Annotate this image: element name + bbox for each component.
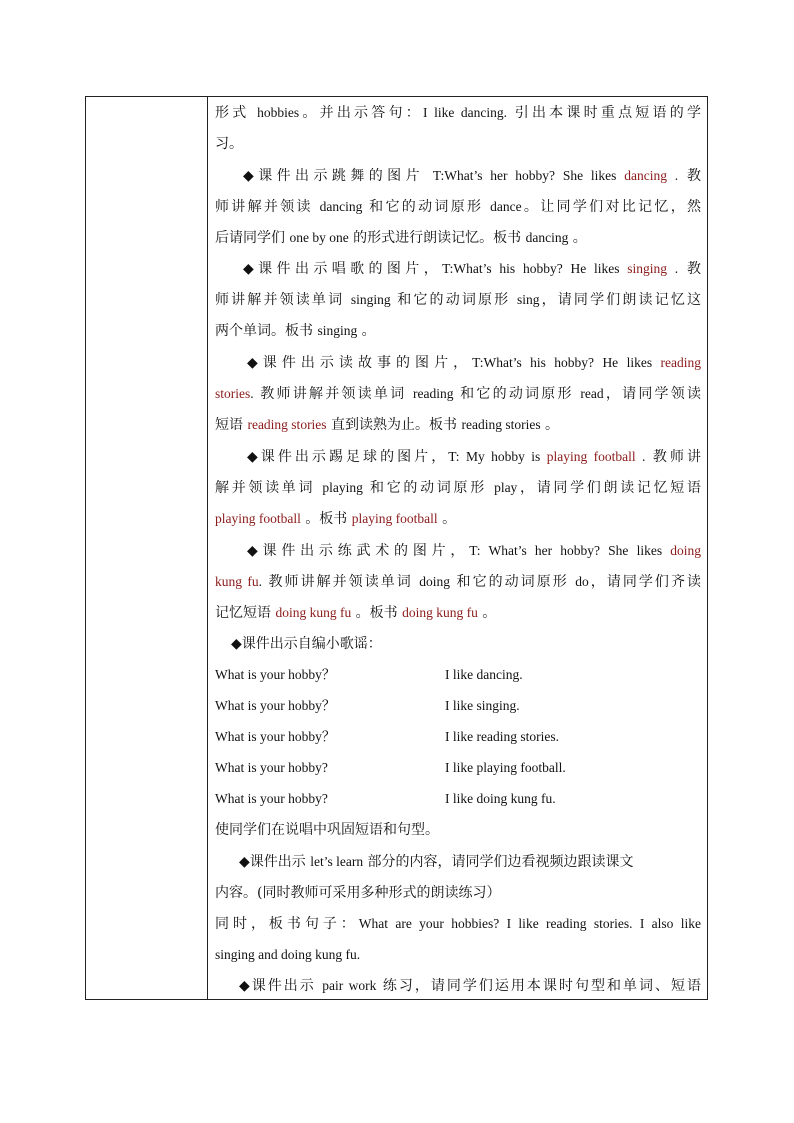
text-run: 。板书 [351, 605, 403, 621]
text-run: ◆课件出示自编小歌谣： [231, 636, 382, 652]
text-run: ，请同学们朗读记忆这 [539, 292, 702, 308]
text-run: 。并出示答句： [299, 105, 423, 121]
text-run: 师讲解并领读 [215, 199, 320, 215]
text-line [215, 478, 701, 498]
chant-question: What is your hobby? [215, 760, 328, 775]
text-run: ◆课件出示读故事的图片， [247, 355, 473, 371]
text-run: 教师讲 [645, 449, 701, 465]
text-line [215, 415, 701, 435]
text-run: 师讲解并领读单词 [215, 292, 351, 308]
text-run: let’s learn [310, 854, 364, 869]
text-line [215, 290, 701, 310]
text-run: 短语 [215, 417, 248, 433]
text-run: do [575, 574, 589, 589]
highlighted-phrase: doing [662, 543, 701, 558]
highlighted-phrase: stories [215, 386, 251, 401]
chant-answer: I like reading stories. [445, 729, 559, 744]
text-run: 同时，板书句子： [215, 916, 359, 932]
text-run: 和它的动词原形 [450, 574, 576, 590]
text-run: 教师讲解并领读单词 [262, 574, 420, 590]
text-run: 使同学们在说唱中巩固短语和句型。 [215, 822, 439, 838]
text-run: 解并领读单词 [215, 480, 323, 496]
text-run: sing [516, 292, 540, 307]
text-line [215, 883, 701, 903]
text-run: 和它的动词原形 [362, 480, 495, 496]
text-run: 。 [540, 417, 560, 433]
text-run: 。 [568, 230, 587, 246]
text-line [215, 103, 701, 123]
text-line [215, 353, 701, 373]
text-run: singing [317, 323, 358, 338]
chant-question: What is your hobby？ [215, 667, 336, 682]
text-run: 。 [437, 511, 457, 527]
text-line [215, 820, 701, 840]
text-run: singing and doing kung fu. [215, 947, 361, 962]
highlighted-phrase: reading [652, 355, 701, 370]
chant-answer: I like doing kung fu. [445, 791, 556, 806]
highlighted-phrase: singing [619, 261, 667, 276]
text-run: ◆课件出示练武术的图片， [247, 543, 470, 559]
text-run: 习。 [215, 136, 243, 152]
text-run: hobbies [257, 105, 300, 120]
text-run: 记忆短语 [215, 605, 276, 621]
text-line [215, 321, 701, 341]
text-run: 练习，请同学们运用本课时句型和单词、短语 [376, 978, 702, 994]
chant-line [215, 789, 701, 809]
text-line [215, 384, 701, 404]
text-run: 教 [678, 168, 702, 184]
text-run: 教 [678, 261, 701, 277]
text-run: 。让同学们对比记忆，然 [521, 199, 702, 215]
text-run: . [667, 261, 679, 276]
text-line [215, 914, 701, 934]
text-run: reading stories [461, 417, 541, 432]
text-run: ◆课件出示跳舞的图片 [243, 168, 433, 184]
text-run: 教师讲解并领读单词 [253, 386, 413, 402]
text-run: T: What’s her hobby? She likes [469, 543, 663, 558]
text-run: T: My hobby is [448, 449, 541, 464]
text-line [215, 197, 701, 217]
text-run: . [666, 168, 679, 183]
text-run: . [250, 386, 254, 401]
highlighted-phrase: doing kung fu [402, 605, 478, 620]
chant-question: What is your hobby? [215, 791, 328, 806]
text-line [215, 166, 701, 186]
text-run: 形式 [215, 105, 258, 121]
text-line [215, 509, 701, 529]
text-run: T:What’s his hobby? He likes [472, 355, 653, 370]
highlighted-phrase: dancing [616, 168, 667, 183]
text-run: one by one [289, 230, 349, 245]
text-run: . [635, 449, 646, 464]
text-run: dancing [525, 230, 569, 245]
highlighted-phrase: reading stories [247, 417, 327, 432]
text-run: dancing [319, 199, 363, 214]
text-run: doing [419, 574, 451, 589]
lesson-plan-table [85, 96, 708, 1000]
chant-line [215, 727, 701, 747]
chant-line [215, 758, 701, 778]
text-run: ，请同学们朗读记忆短语 [517, 480, 702, 496]
column-divider [207, 97, 208, 999]
text-run: What are your hobbies? I like reading stories. I also like [358, 916, 701, 931]
text-line [215, 541, 701, 561]
chant-question: What is your hobby？ [215, 698, 336, 713]
text-run: T:What’s his hobby? He likes [442, 261, 620, 276]
text-run: . [258, 574, 263, 589]
text-run: I like dancing. [422, 105, 508, 120]
text-run: ◆课件出示 [239, 978, 323, 994]
text-line [215, 134, 701, 154]
highlighted-phrase: kung fu [215, 574, 259, 589]
text-run: reading [413, 386, 454, 401]
chant-answer: I like playing football. [445, 760, 566, 775]
chant-question: What is your hobby？ [215, 729, 336, 744]
highlighted-phrase: doing kung fu [275, 605, 352, 620]
text-run: 。 [357, 323, 376, 339]
text-run: ◆课件出示踢足球的图片， [247, 449, 449, 465]
text-run: playing [322, 480, 363, 495]
text-run: ◆课件出示唱歌的图片， [243, 261, 443, 277]
text-run: 的形式进行朗读记忆。板书 [348, 230, 526, 246]
text-run: pair work [322, 978, 377, 993]
text-line [215, 945, 701, 965]
text-run: T:What’s her hobby? She likes [432, 168, 617, 183]
text-run: 后请同学们 [215, 230, 290, 246]
text-run: 部分的内容，请同学们边看视频边跟读课文 [363, 854, 634, 870]
chant-line [215, 696, 701, 716]
text-run: 和它的动词原形 [453, 386, 581, 402]
text-run: ◆课件出示 [239, 854, 311, 870]
text-run: 和它的动词原形 [362, 199, 491, 215]
text-line [215, 447, 701, 467]
text-run: 两个单词。板书 [215, 323, 318, 339]
text-line [215, 634, 701, 654]
text-run: 内容。(同时教师可采用多种形式的朗读练习） [215, 885, 501, 901]
text-run: 。板书 [300, 511, 352, 527]
text-run: play [494, 480, 518, 495]
highlighted-phrase: playing football [540, 449, 636, 464]
text-line [215, 603, 701, 623]
text-line [215, 852, 701, 872]
text-run: 。 [477, 605, 497, 621]
text-run: singing [350, 292, 391, 307]
chant-line [215, 665, 701, 685]
text-run: 和它的动词原形 [390, 292, 517, 308]
chant-answer: I like singing. [445, 698, 520, 713]
chant-answer: I like dancing. [445, 667, 523, 682]
text-run: ，请同学领读 [603, 386, 702, 402]
highlighted-phrase: playing football [351, 511, 438, 526]
text-run: ，请同学们齐读 [588, 574, 701, 590]
text-run: read [580, 386, 604, 401]
highlighted-phrase: playing football [215, 511, 301, 526]
text-run: 直到读熟为止。板书 [326, 417, 462, 433]
text-line [215, 572, 701, 592]
text-line [215, 259, 701, 279]
text-run: 引出本课时重点短语的学 [507, 105, 701, 121]
text-line [215, 976, 701, 996]
text-line [215, 228, 701, 248]
text-run: dance [490, 199, 522, 214]
